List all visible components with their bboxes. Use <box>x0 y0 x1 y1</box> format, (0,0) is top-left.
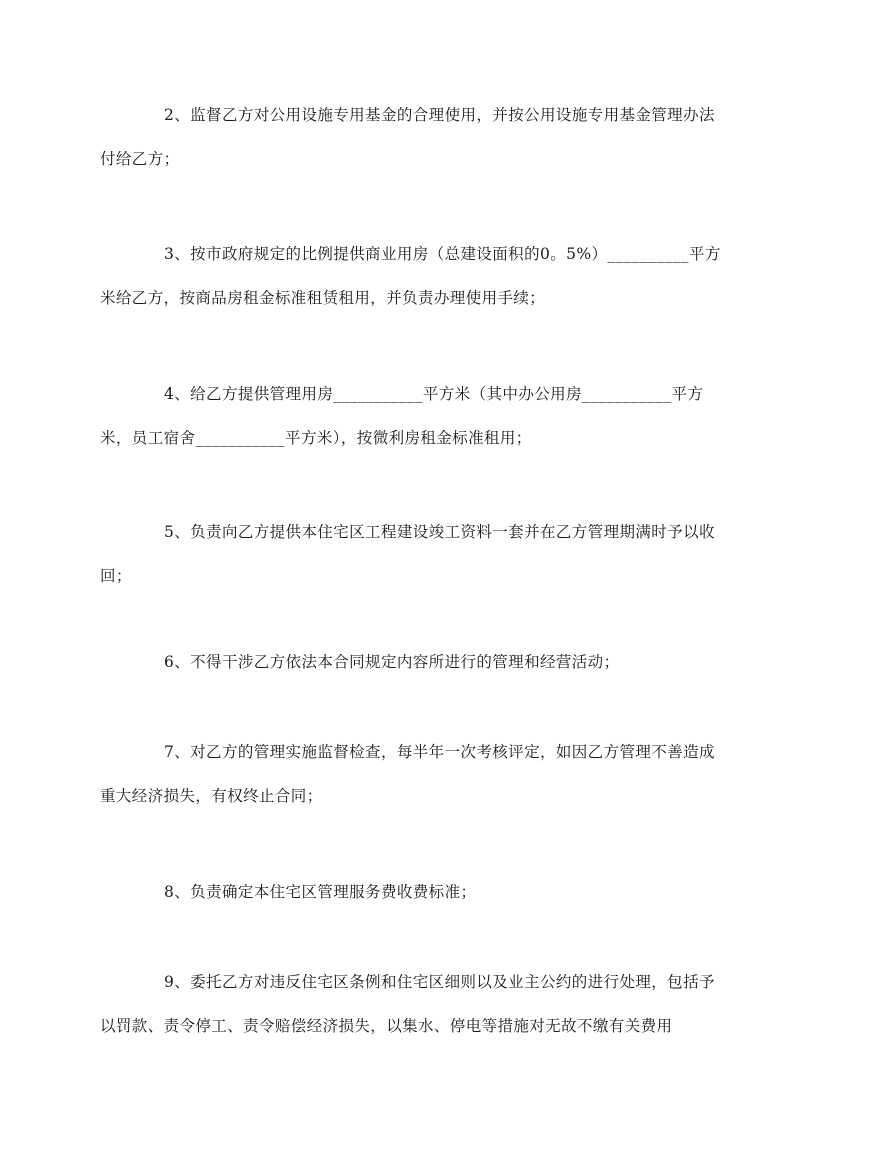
clause-5-line-1: 5、负责向乙方提供本住宅区工程建设竣工资料一套并在乙方管理期满时予以收 <box>164 523 715 541</box>
clause-7-line-2: 重大经济损失，有权终止合同； <box>100 787 323 805</box>
clause-9-line-2: 以罚款、责令停工、责令赔偿经济损失，以集水、停电等措施对无故不缴有关费用 <box>100 1017 673 1035</box>
clause-3-line-1: 3、按市政府规定的比例提供商业用房（总建设面积的0。5%）__________平方 <box>164 245 721 263</box>
clause-5 <box>100 510 772 598</box>
clause-7 <box>100 730 772 818</box>
clause-7-line-1: 7、对乙方的管理实施监督检查，每半年一次考核评定，如因乙方管理不善造成 <box>164 743 715 761</box>
clause-8-line-1: 8、负责确定本住宅区管理服务费收费标准； <box>164 883 477 901</box>
clause-2 <box>100 93 772 181</box>
clause-8 <box>132 870 772 914</box>
clause-4-line-2: 米，员工宿舍___________平方米），按微利房租金标准租用； <box>100 429 532 447</box>
clause-9-line-1: 9、委托乙方对违反住宅区条例和住宅区细则以及业主公约的进行处理，包括予 <box>164 973 715 991</box>
clause-4-line-1: 4、给乙方提供管理用房___________平方米（其中办公用房___________平方 <box>164 385 704 403</box>
clause-2-line-1: 2、监督乙方对公用设施专用基金的合理使用，并按公用设施专用基金管理办法 <box>164 106 715 124</box>
clause-9 <box>100 960 772 1048</box>
clause-2-line-2: 付给乙方； <box>100 150 180 168</box>
clause-6-line-1: 6、不得干涉乙方依法本合同规定内容所进行的管理和经营活动； <box>164 653 620 671</box>
clause-5-line-2: 回； <box>100 567 132 585</box>
clause-4 <box>100 372 772 460</box>
clause-3 <box>100 232 772 320</box>
clause-3-line-2: 米给乙方，按商品房租金标准租赁租用，并负责办理使用手续； <box>100 289 546 307</box>
clause-6 <box>132 640 772 684</box>
